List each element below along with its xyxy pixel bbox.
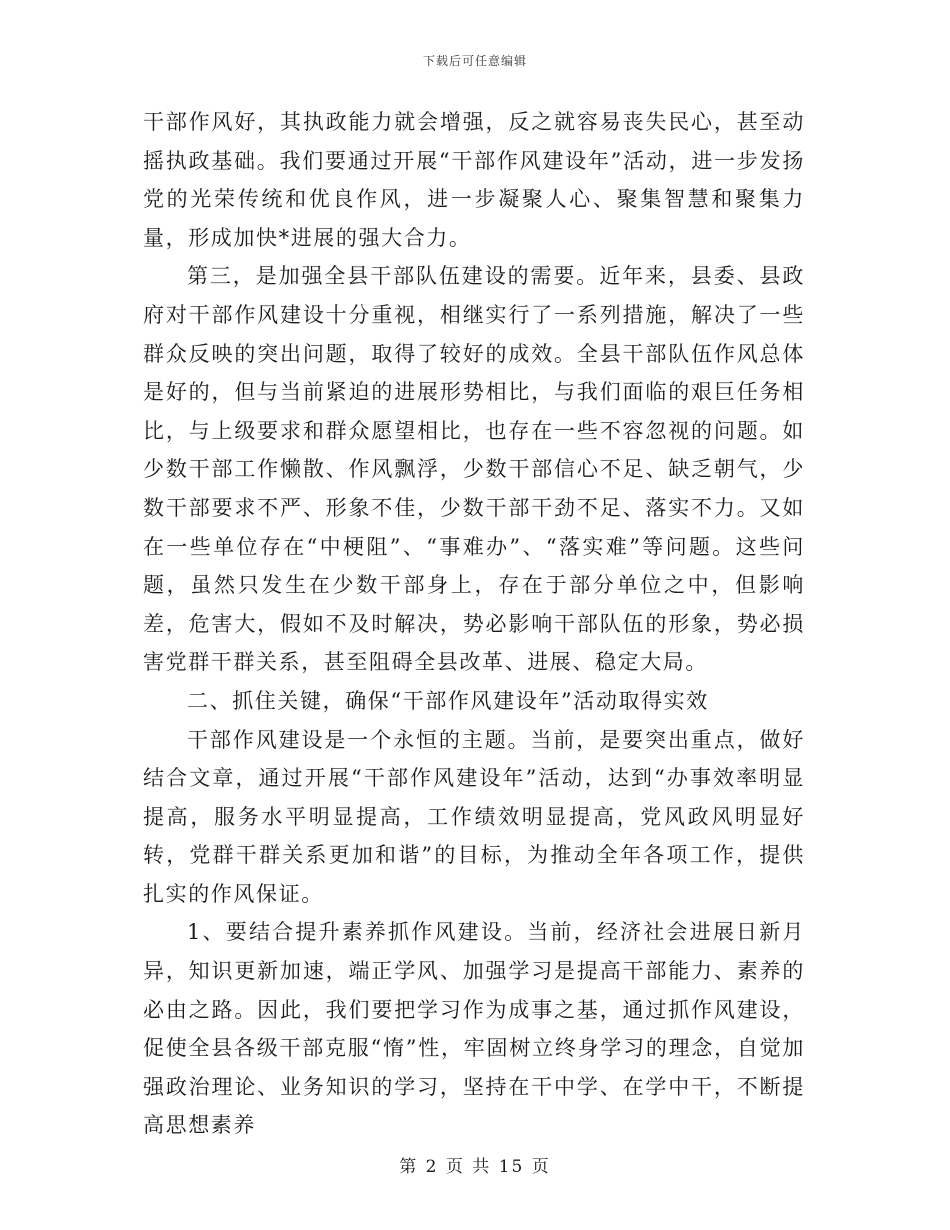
page-header: 下载后可任意编辑 xyxy=(422,54,527,68)
paragraph-2: 第三，是加强全县干部队伍建设的需要。近年来，县委、县政府对干部作风建设十分重视，相继实行了一系列措施，解决了一些群众反映的突出问题，取得了较好的成效。全县干部队伍作风总体是好的，但与当前紧迫的进展形势相比，与我们面临的艰巨任务相比，与上级要求和群众愿望相比，也存在一些不容忽视的问题。如少数干部工作懒散、作风飘浮，少数干部信心不足、缺乏朝气，少数干部要求不严、形象不佳，少数干部干劲不足、落实不力。又如在一些单位存在“中梗阻”、“事难办”、“落实难”等问题。这些问题，虽然只发生在少数干部身上，存在于部分单位之中，但影响差，危害大，假如不及时解决，势必影响干部队伍的形象，势必损害党群干群关系，甚至阻碍全县改革、进展、稳定大局。 xyxy=(143,264,805,675)
paragraph-4: 1、要结合提升素养抓作风建设。当前，经济社会进展日新月异，知识更新加速，端正学风、加强学习是提高干部能力、素养的必由之路。因此，我们要把学习作为成事之基，通过抓作风建设，促使全县各级干部克服“惰”性，牢固树立终身学习的理念，自觉加强政治理论、业务知识的学习，坚持在干中学、在学中干，不断提高思想素养 xyxy=(143,920,805,1138)
document-body xyxy=(143,103,805,1145)
section-heading: 二、抓住关键，确保“干部作风建设年”活动取得实效 xyxy=(187,688,709,713)
paragraph-1: 干部作风好，其执政能力就会增强，反之就容易丧失民心，甚至动摇执政基础。我们要通过开展“干部作风建设年”活动，进一步发扬党的光荣传统和优良作风，进一步凝聚人心、聚集智慧和聚集力量，形成加快*进展的强大合力。 xyxy=(143,110,805,250)
paragraph-3: 干部作风建设是一个永恒的主题。当前，是要突出重点，做好结合文章，通过开展“干部作风建设年”活动，达到“办事效率明显提高，服务水平明显提高，工作绩效明显提高，党风政风明显好转，党群干群关系更加和谐”的目标，为推动全年各项工作，提供扎实的作风保证。 xyxy=(143,727,805,906)
page-footer: 第 2 页 共 15 页 xyxy=(399,1157,551,1177)
